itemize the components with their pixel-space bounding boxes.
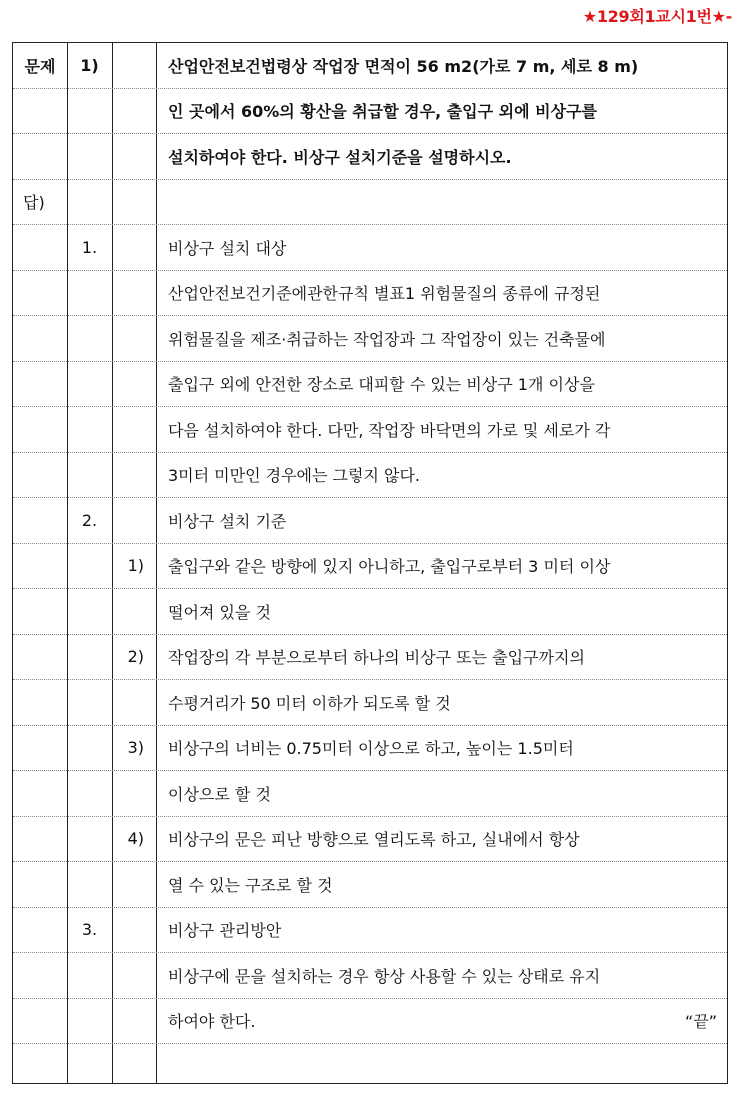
question-row	[13, 43, 727, 89]
section-1-title: 비상구 설치 대상	[168, 238, 287, 258]
section-2-title-row	[13, 498, 727, 544]
section-1-line: 출입구 외에 안전한 장소로 대피할 수 있는 비상구 1개 이상을	[168, 375, 595, 395]
answer-sheet	[12, 42, 728, 1084]
criteria-item-row	[13, 726, 727, 772]
question-number: 1)	[80, 55, 99, 75]
criteria-item-number: 1)	[127, 556, 144, 576]
section-1-line-row	[13, 453, 727, 499]
question-line: 설치하여야 한다. 비상구 설치기준을 설명하시오.	[168, 147, 512, 167]
section-3-line-row	[13, 953, 727, 999]
criteria-item-line: 이상으로 할 것	[168, 784, 271, 804]
criteria-item-row	[13, 635, 727, 681]
section-1-number: 1.	[81, 237, 98, 257]
criteria-item-number: 2)	[127, 647, 144, 667]
criteria-item-row	[13, 589, 727, 635]
question-row	[13, 89, 727, 135]
section-1-title-row	[13, 225, 727, 271]
question-row	[13, 134, 727, 180]
section-3-line: 비상구에 문을 설치하는 경우 항상 사용할 수 있는 상태로 유지	[168, 966, 601, 986]
section-1-line-row	[13, 316, 727, 362]
section-1-line: 3미터 미만인 경우에는 그렇지 않다.	[168, 466, 420, 486]
answer-label: 답)	[23, 193, 45, 213]
section-3-title-row	[13, 908, 727, 954]
section-3-line-row	[13, 999, 727, 1045]
section-3-line: 하여야 한다.	[168, 1012, 256, 1032]
criteria-item-number: 3)	[127, 738, 144, 758]
question-label: 문제	[24, 56, 56, 76]
document-header-mark: ★129회1교시1번★-	[582, 7, 732, 26]
question-line: 인 곳에서 60%의 황산을 취급할 경우, 출입구 외에 비상구를	[168, 102, 597, 122]
section-1-line: 산업안전보건기준에관한규칙 별표1 위험물질의 종류에 규정된	[168, 284, 601, 304]
criteria-item-row	[13, 544, 727, 590]
section-2-number: 2.	[81, 510, 98, 530]
criteria-item-line: 떨어져 있을 것	[168, 602, 271, 622]
criteria-item-line: 비상구의 너비는 0.75미터 이상으로 하고, 높이는 1.5미터	[168, 739, 574, 759]
sheet-rows	[13, 43, 727, 1090]
blank-row	[13, 1044, 727, 1090]
section-2-title: 비상구 설치 기준	[168, 511, 287, 531]
criteria-item-line: 수평거리가 50 미터 이하가 되도록 할 것	[168, 693, 451, 713]
criteria-item-row	[13, 771, 727, 817]
criteria-item-number: 4)	[127, 829, 144, 849]
section-1-line-row	[13, 362, 727, 408]
section-1-line-row	[13, 407, 727, 453]
end-mark: “끝”	[684, 1012, 717, 1032]
criteria-item-row	[13, 862, 727, 908]
answer-label-row	[13, 180, 727, 226]
section-3-number: 3.	[81, 920, 98, 940]
criteria-item-line: 비상구의 문은 피난 방향으로 열리도록 하고, 실내에서 항상	[168, 830, 580, 850]
criteria-item-row	[13, 817, 727, 863]
criteria-item-line: 출입구와 같은 방향에 있지 아니하고, 출입구로부터 3 미터 이상	[168, 557, 611, 577]
section-1-line: 위험물질을 제조·취급하는 작업장과 그 작업장이 있는 건축물에	[168, 329, 606, 349]
question-line: 산업안전보건법령상 작업장 면적이 56 m2(가로 7 m, 세로 8 m)	[168, 56, 639, 76]
criteria-item-line: 작업장의 각 부분으로부터 하나의 비상구 또는 출입구까지의	[168, 648, 585, 668]
section-1-line-row	[13, 271, 727, 317]
criteria-item-line: 열 수 있는 구조로 할 것	[168, 875, 333, 895]
criteria-item-row	[13, 680, 727, 726]
section-3-title: 비상구 관리방안	[168, 921, 282, 941]
section-1-line: 다음 설치하여야 한다. 다만, 작업장 바닥면의 가로 및 세로가 각	[168, 420, 611, 440]
